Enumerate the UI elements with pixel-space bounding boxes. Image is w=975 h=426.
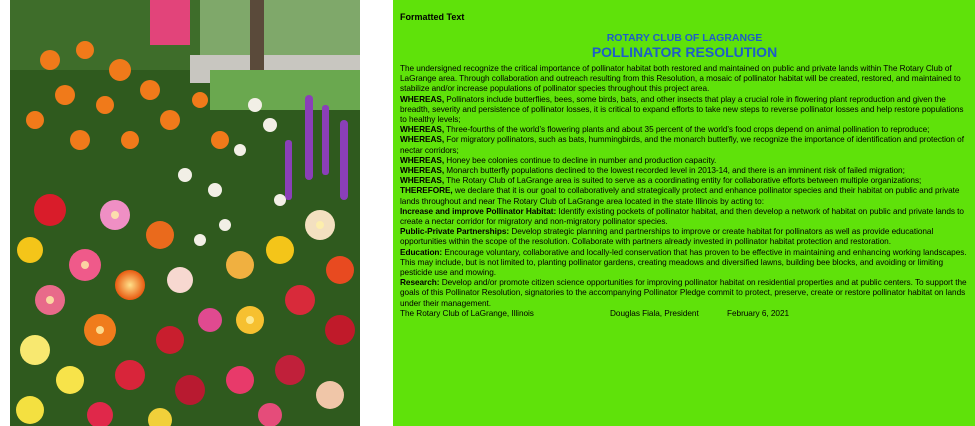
paragraph-text: Develop strategic planning and partnerships to improve or create habitat for pollinators as well as provide educational opportunities within the scope of the resolution. Collaborate with partners already invested in pollinator habitat protection and restoration.: [400, 227, 934, 247]
paragraph-lead: WHEREAS,: [400, 135, 445, 145]
whereas-paragraph: [400, 156, 969, 166]
action-paragraph: [400, 248, 969, 279]
whereas-paragraph: [400, 95, 969, 126]
signature-org: The Rotary Club of LaGrange, Illinois: [400, 308, 534, 318]
signature-date: February 6, 2021: [727, 308, 790, 318]
paragraph-text: Honey bee colonies continue to decline in number and production capacity.: [444, 155, 717, 165]
garden-flowers-photo: [10, 0, 360, 426]
paragraph-lead: WHEREAS,: [400, 176, 445, 186]
action-paragraph: [400, 278, 969, 309]
paragraph-lead: WHEREAS,: [400, 125, 445, 135]
action-paragraph: [400, 227, 969, 247]
formatted-text-label: Formatted Text: [400, 12, 465, 22]
signature-line: [400, 309, 969, 319]
paragraph-lead: WHEREAS,: [400, 166, 445, 176]
whereas-paragraph: [400, 135, 969, 155]
flower-garden-image: [10, 0, 360, 426]
whereas-paragraph: [400, 176, 969, 186]
paragraph-text: Monarch butterfly populations declined to the lowest recorded level in 2013-14, and there is an imminent risk of failed migration;: [444, 166, 905, 176]
whereas-paragraph: [400, 166, 969, 176]
organization-heading: ROTARY CLUB OF LAGRANGE: [606, 32, 763, 44]
paragraph-text: For migratory pollinators, such as bats, hummingbirds, and the monarch butterfly, we recognize the importance of identification and protection of nectar corridors;: [400, 135, 964, 155]
paragraph-lead: Increase and improve Pollinator Habitat:: [400, 206, 557, 216]
resolution-document: [393, 0, 975, 426]
paragraph-lead: Education:: [400, 247, 443, 257]
signature-signer: Douglas Fiala, President: [610, 308, 699, 318]
paragraph-text: Three-fourths of the world’s flowering plants and about 35 percent of the world’s food crops depend on animal pollination to reproduce;: [444, 125, 930, 135]
paragraph-text: Identify existing pockets of pollinator habitat, and then develop a network of habitat on public and private lands to create a nectar corridor for migratory and non-migratory pollinator species.: [400, 206, 964, 227]
paragraph-lead: THEREFORE,: [400, 186, 453, 196]
paragraph-text: we declare that it is our goal to collaboratively and strategically protect and enhance pollinator species and their habitat on public and private lands throughout and near The Rotary Club of LaGrange area located in the state Illinois by acting to:: [400, 186, 960, 206]
resolution-title: POLLINATOR RESOLUTION: [591, 44, 778, 60]
paragraph-lead: WHEREAS,: [400, 94, 445, 104]
paragraph-lead: WHEREAS,: [400, 155, 445, 165]
whereas-paragraph: [400, 125, 969, 135]
paragraph-text: The Rotary Club of LaGrange area is suited to serve as a coordinating entity for collaborative efforts between multiple organizations;: [444, 176, 922, 186]
paragraph-text: Develop and/or promote citizen science opportunities for improving pollinator habitat on residential properties and at public centers. To support the goals of this Pollinator Resolution, signatories to the accompanying Pollinator Pledge commit to protect, preserve, create or restore pollinator habitat on lands under their management.: [400, 278, 967, 308]
paragraph-lead: Research:: [400, 278, 440, 288]
paragraph-text: Pollinators include butterflies, bees, some birds, bats, and other insects that play a crucial role in flowering plant reproduction and given the breadth, severity and persistence of pollinator losses, it is critical to expand efforts to take new steps to reverse pollinator losses and help restore populations to healthy levels;: [400, 94, 964, 125]
paragraph-text: Encourage voluntary, collaborative and locally-led conservation that has proven to be effective in maintaining and enhancing working landscapes. This may include, but is not limited to, planting pollinator gardens, creating meadows and diversified lawns, building bee blocks, and avoiding or limiting pesticide use and mowing.: [400, 247, 967, 278]
therefore-paragraph: [400, 186, 969, 206]
intro-paragraph: The undersigned recognize the critical importance of pollinator habitat both restored and maintained on public and private lands within The Rotary Club of LaGrange area. Through collaboration and outreach resulting from this Resolution, a mosaic of pollinator habitat will be created, restored, and maintained to stabilize and/or increase populations of pollinator species throughout this project area.: [400, 64, 961, 94]
action-paragraph: [400, 207, 969, 227]
paragraph-lead: Public-Private Partnerships:: [400, 227, 510, 237]
resolution-body: [400, 64, 969, 319]
